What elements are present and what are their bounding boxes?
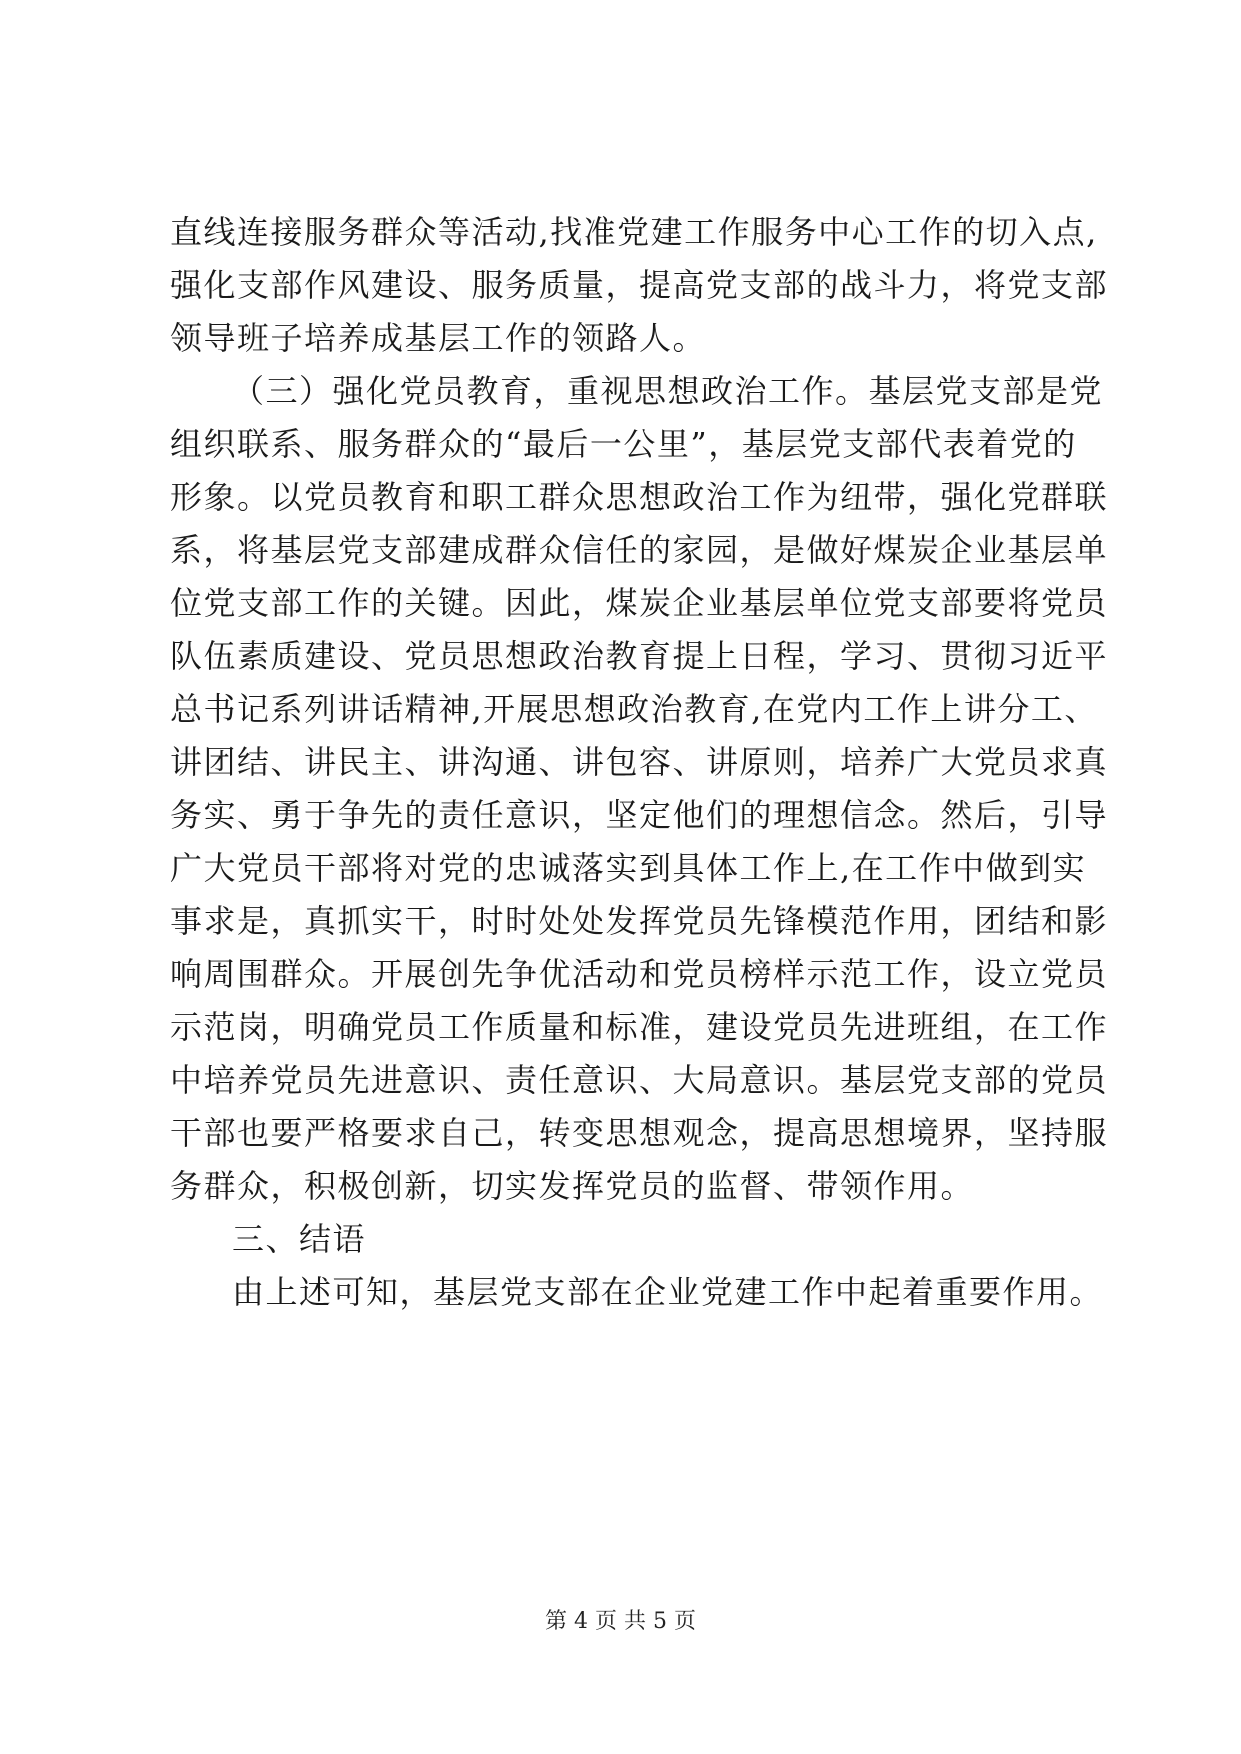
text-line-6: 形象。以党员教育和职工群众思想政治工作为纽带，强化党群联 — [170, 478, 1109, 516]
text-line-15: 响周围群众。开展创先争优活动和党员榜样示范工作，设立党员 — [170, 955, 1109, 993]
text-line-14: 事求是，真抓实干，时时处处发挥党员先锋模范作用，团结和影 — [170, 902, 1109, 940]
section-heading-3: （三）强化党员教育，重视思想政治工作。基层党支部是党 — [232, 372, 1104, 410]
text-line-12: 务实、勇于争先的责任意识，坚定他们的理想信念。然后，引导 — [170, 796, 1109, 834]
text-line-8: 位党支部工作的关键。因此，煤炭企业基层单位党支部要将党员 — [170, 584, 1109, 622]
page-footer: 第 4 页 共 5 页 — [545, 1609, 696, 1634]
text-line-9: 队伍素质建设、党员思想政治教育提上日程，学习、贯彻习近平 — [170, 637, 1109, 675]
section-heading-conclusion: 三、结语 — [232, 1220, 367, 1258]
text-line-2: 强化支部作风建设、服务质量，提高党支部的战斗力，将党支部 — [170, 266, 1109, 304]
text-line-11: 讲团结、讲民主、讲沟通、讲包容、讲原则，培养广大党员求真 — [170, 743, 1109, 781]
text-line-13: 广大党员干部将对党的忠诚落实到具体工作上,在工作中做到实 — [170, 849, 1087, 887]
text-line-1: 直线连接服务群众等活动,找准党建工作服务中心工作的切入点, — [170, 213, 1098, 251]
conclusion-line: 由上述可知，基层党支部在企业党建工作中起着重要作用。 — [232, 1273, 1104, 1311]
text-line-3: 领导班子培养成基层工作的领路人。 — [170, 319, 707, 357]
text-line-18: 干部也要严格要求自己，转变思想观念，提高思想境界，坚持服 — [170, 1114, 1109, 1152]
text-line-10: 总书记系列讲话精神,开展思想政治教育,在党内工作上讲分工、 — [170, 690, 1098, 728]
text-line-5: 组织联系、服务群众的“最后一公里”，基层党支部代表着党的 — [170, 425, 1077, 463]
text-line-19: 务群众，积极创新，切实发挥党员的监督、带领作用。 — [170, 1167, 975, 1205]
text-line-7: 系，将基层党支部建成群众信任的家园，是做好煤炭企业基层单 — [170, 531, 1109, 569]
text-line-17: 中培养党员先进意识、责任意识、大局意识。基层党支部的党员 — [170, 1061, 1109, 1099]
text-line-16: 示范岗，明确党员工作质量和标准，建设党员先进班组，在工作 — [170, 1008, 1109, 1046]
